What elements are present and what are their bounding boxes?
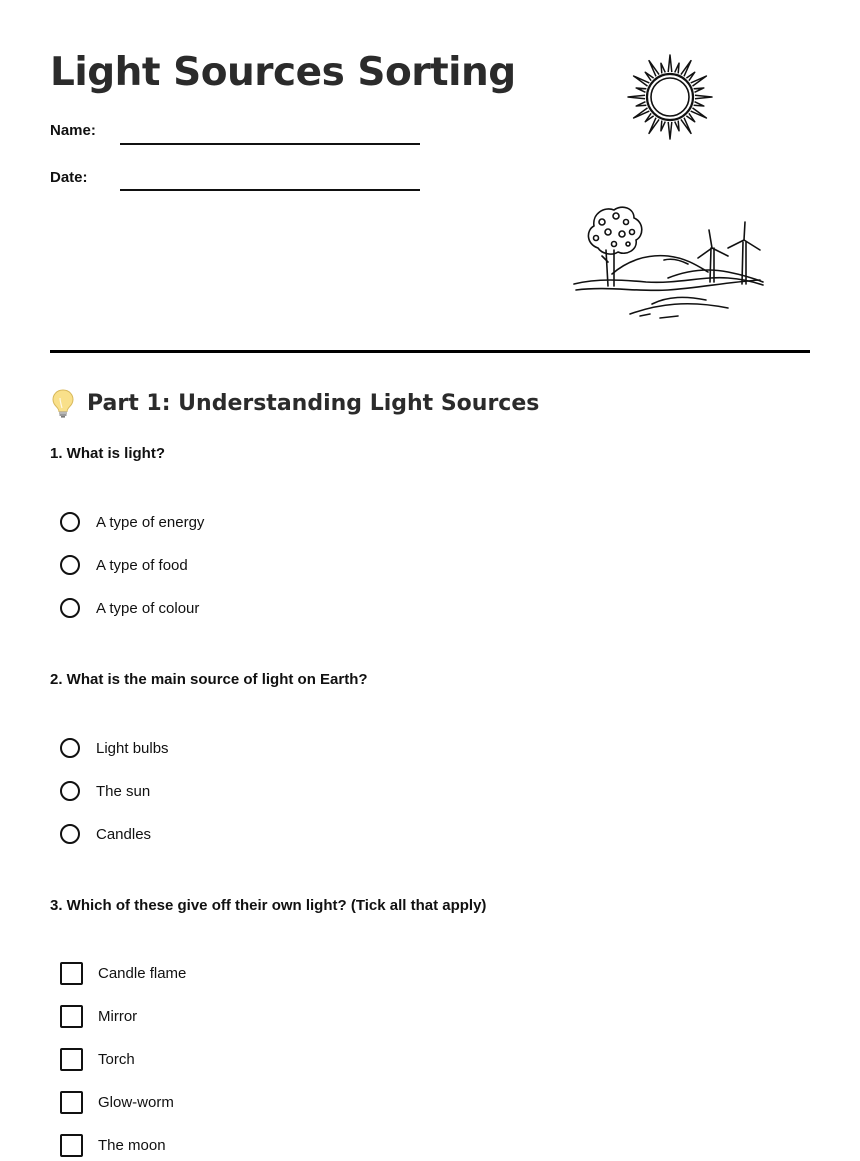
- question-1: 1. What is light?: [50, 445, 165, 462]
- option-label: Candle flame: [98, 964, 187, 982]
- question-3: 3. Which of these give off their own light? (Tick all that apply): [50, 897, 487, 914]
- checkbox[interactable]: [60, 1005, 83, 1028]
- q1-option-2[interactable]: [60, 553, 188, 577]
- option-label: The moon: [98, 1136, 166, 1154]
- date-label: Date:: [50, 169, 88, 186]
- option-label: Glow-worm: [98, 1093, 174, 1111]
- q3-option-2[interactable]: [60, 1004, 137, 1028]
- option-label: A type of energy: [96, 513, 205, 531]
- option-label: A type of colour: [96, 599, 200, 617]
- section-heading: [50, 388, 539, 418]
- option-label: Torch: [98, 1050, 135, 1068]
- landscape-illustration: [568, 200, 773, 322]
- q1-option-1[interactable]: [60, 510, 204, 534]
- name-label: Name:: [50, 122, 96, 139]
- q2-option-2[interactable]: [60, 779, 150, 803]
- radio-button[interactable]: [60, 512, 80, 532]
- option-label: Light bulbs: [96, 739, 169, 757]
- radio-button[interactable]: [60, 824, 80, 844]
- option-label: A type of food: [96, 556, 188, 574]
- radio-button[interactable]: [60, 781, 80, 801]
- q3-option-1[interactable]: [60, 961, 186, 985]
- option-label: Mirror: [98, 1007, 138, 1025]
- option-label: The sun: [96, 782, 151, 800]
- question-2: 2. What is the main source of light on Earth?: [50, 671, 368, 688]
- checkbox[interactable]: [60, 962, 83, 985]
- date-field[interactable]: [120, 189, 420, 191]
- option-label: Candles: [96, 825, 152, 843]
- checkbox[interactable]: [60, 1134, 83, 1157]
- q3-option-5[interactable]: [60, 1133, 166, 1157]
- q2-option-3[interactable]: [60, 822, 151, 846]
- checkbox[interactable]: [60, 1048, 83, 1071]
- radio-button[interactable]: [60, 555, 80, 575]
- checkbox[interactable]: [60, 1091, 83, 1114]
- q2-option-1[interactable]: [60, 736, 169, 760]
- section-divider: [50, 350, 810, 353]
- lightbulb-icon: [50, 388, 76, 418]
- radio-button[interactable]: [60, 598, 80, 618]
- radio-button[interactable]: [60, 738, 80, 758]
- sun-icon: [624, 54, 716, 140]
- q3-option-4[interactable]: [60, 1090, 174, 1114]
- section-heading-text: Part 1: Understanding Light Sources: [87, 390, 540, 416]
- q3-option-3[interactable]: [60, 1047, 135, 1071]
- q1-option-3[interactable]: [60, 596, 199, 620]
- name-field[interactable]: [120, 143, 420, 145]
- worksheet-title: Light Sources Sorting: [50, 50, 516, 95]
